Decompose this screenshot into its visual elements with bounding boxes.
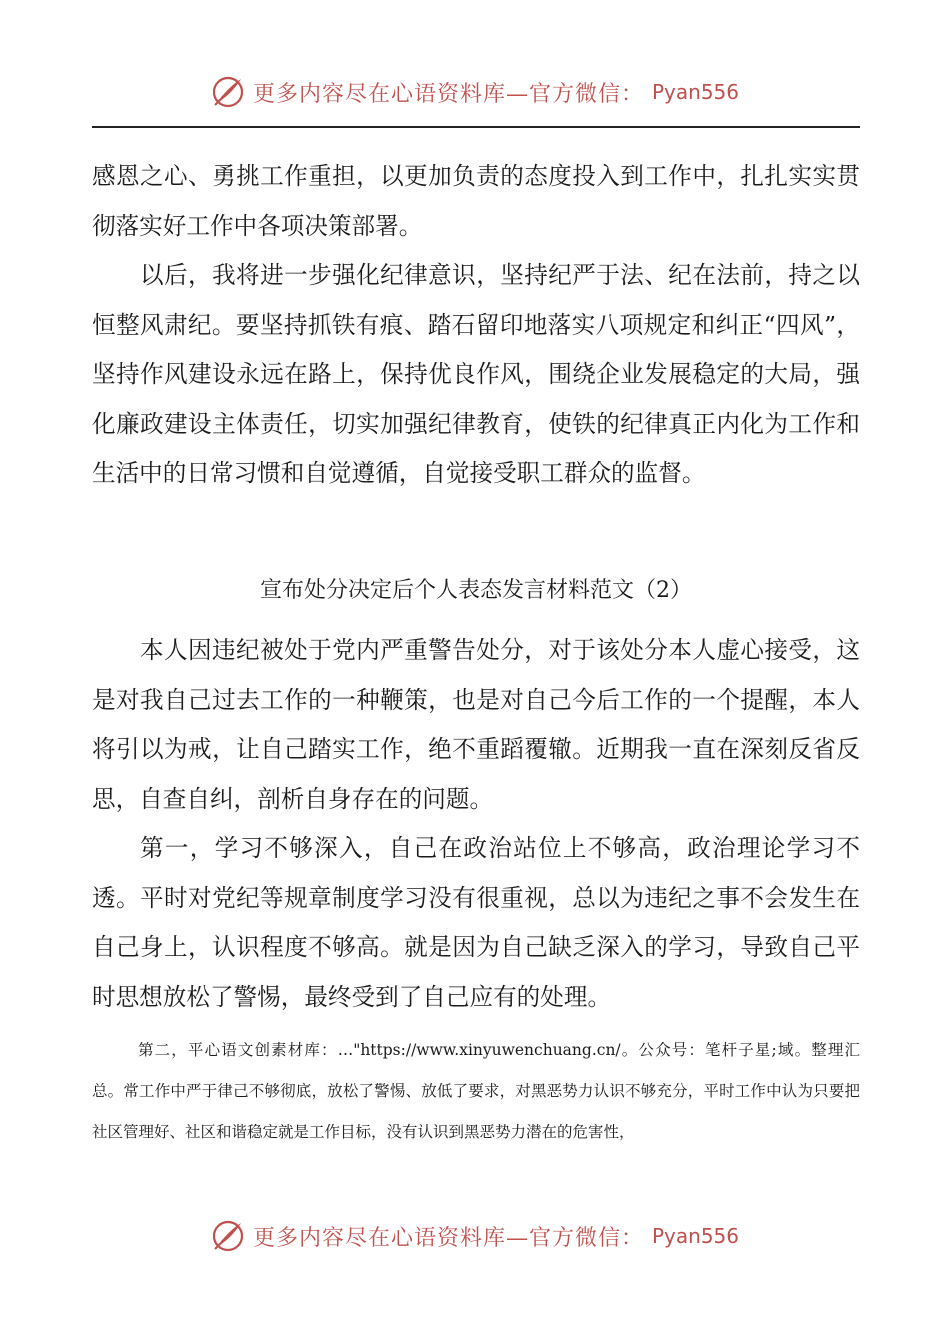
header-divider: [92, 126, 860, 128]
section-title: 宣布处分决定后个人表态发言材料范文（2）: [260, 578, 692, 603]
document-body-section: [92, 571, 860, 611]
header-brand[interactable]: [211, 75, 739, 109]
header-wechat-id: Pyan556: [652, 80, 740, 104]
footer-brand[interactable]: [211, 1219, 739, 1253]
document-body-top: [92, 152, 860, 499]
page-footer: [0, 1216, 950, 1256]
paragraph-4: 第一，学习不够深入，自己在政治站位上不够高，政治理论学习不透。平时对党纪等规章制度学习没有很重视，总以为违纪之事不会发生在自己身上，认识程度不够高。就是因为自己缺乏深入的学习，导致自己平时思想放松了警惕，最终受到了自己应有的处理。: [92, 834, 860, 1011]
page-header: [0, 72, 950, 112]
footer-brand-text: 更多内容尽在心语资料库—官方微信：: [252, 1225, 644, 1251]
footer-wechat-id: Pyan556: [652, 1224, 740, 1248]
document-body-small: [92, 1030, 860, 1153]
paragraph-1: 感恩之心、勇挑工作重担，以更加负责的态度投入到工作中，扎扎实实贯彻落实好工作中各项决策部署。: [92, 162, 860, 240]
paragraph-3: 本人因违纪被处于党内严重警告处分，对于该处分本人虚心接受，这是对我自己过去工作的一种鞭策，也是对自己今后工作的一个提醒，本人将引以为戒，让自己踏实工作，绝不重蹈覆辙。近期我一直在深刻反省反思，自查自纠，剖析自身存在的问题。: [92, 636, 860, 813]
header-brand-text: 更多内容尽在心语资料库—官方微信：: [252, 81, 644, 107]
paragraph-5: 第二，平心语文创素材库：…"https://www.xinyuwenchuang.cn/。公众号：笔杆子星;域。整理汇总。常工作中严于律己不够彻底，放松了警惕、放低了要求，对黑恶势力认识不够充分，平时工作中认为只要把社区管理好、社区和谐稳定就是工作目标，没有认识到黑恶势力潜在的危害性，: [92, 1041, 860, 1141]
quill-logo-icon: [211, 75, 245, 109]
paragraph-2: 以后，我将进一步强化纪律意识，坚持纪严于法、纪在法前，持之以恒整风肃纪。要坚持抓铁有痕、踏石留印地落实八项规定和纠正“四风”，坚持作风建设永远在路上，保持优良作风，围绕企业发展稳定的大局，强化廉政建设主体责任，切实加强纪律教育，使铁的纪律真正内化为工作和生活中的日常习惯和自觉遵循，自觉接受职工群众的监督。: [92, 261, 860, 487]
document-body-main: [92, 626, 860, 1022]
quill-logo-icon: [211, 1219, 245, 1253]
